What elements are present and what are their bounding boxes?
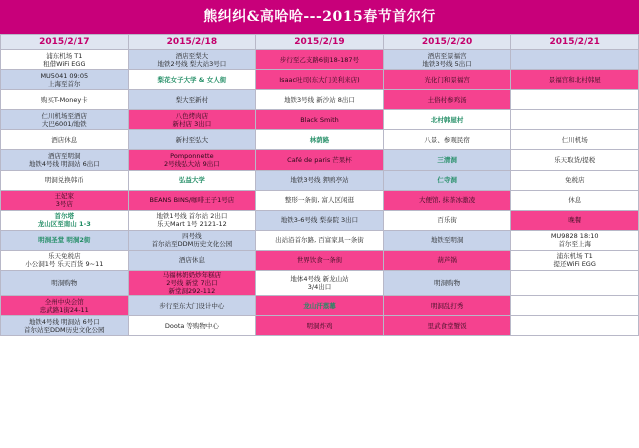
itinerary-cell: 免税店 (511, 170, 639, 190)
itinerary-cell: 仁寺洞 (383, 170, 511, 190)
table-row (1, 190, 639, 210)
itinerary-cell: 仁川机场 (511, 130, 639, 150)
table-row (1, 296, 639, 316)
itinerary-cell: 步行至东大门设计中心 (128, 296, 256, 316)
itinerary-cell: 乐天取货/提税 (511, 150, 639, 170)
itinerary-cell: MU5041 09:05 上海至首尔 (1, 70, 129, 90)
table-row (1, 250, 639, 270)
itinerary-cell: 地铁至明洞 (383, 230, 511, 250)
itinerary-cell: 明洞兑换韩币 (1, 170, 129, 190)
date-header: 2015/2/18 (128, 35, 256, 50)
table-row (1, 70, 639, 90)
itinerary-cell: 地铁3号线 新沙站 8出口 (256, 90, 384, 110)
date-header-row (1, 35, 639, 50)
itinerary-cell: BEANS BINS/咖啡王子1号店 (128, 190, 256, 210)
table-row (1, 170, 639, 190)
itinerary-cell (511, 296, 639, 316)
itinerary-cell (511, 271, 639, 296)
itinerary-cell: 三清洞 (383, 150, 511, 170)
table-row (1, 316, 639, 336)
table-row (1, 230, 639, 250)
itinerary-cell: 休息 (511, 190, 639, 210)
table-row (1, 130, 639, 150)
itinerary-cell: 葫芦锅 (383, 250, 511, 270)
table-row (1, 110, 639, 130)
itinerary-cell: 八景、参观民宿 (383, 130, 511, 150)
itinerary-cell: Café de paris 芒果杯 (256, 150, 384, 170)
itinerary-cell: 新村至弘大 (128, 130, 256, 150)
itinerary-cell: 出站沿首尔路, 百富家具一条街 (256, 230, 384, 250)
itinerary-cell: 明洞购物 (1, 271, 129, 296)
itinerary-cell: 购买T-Money卡 (1, 90, 129, 110)
itinerary-cell: 光化门和景福宫 (383, 70, 511, 90)
itinerary-cell: 浦东机场 T1 提还WiFi EGG (511, 250, 639, 270)
itinerary-cell: 全州中央会馆 忠武路1街24-11 (1, 296, 129, 316)
itinerary-cell (511, 110, 639, 130)
itinerary-cell: 酒店至梨大 地铁2号线 梨大站3号口 (128, 50, 256, 70)
itinerary-cell: 地铁3-6号线 梨泰院 3出口 (256, 210, 384, 230)
itinerary-cell: 地铁4号线 明洞站 6号口 首尔站至DDM历史文化公园 (1, 316, 129, 336)
itinerary-cell: 八色烤肉店 新村店 3出口 (128, 110, 256, 130)
table-row (1, 271, 639, 296)
itinerary-cell: 步行至乙支路6街18-187号 (256, 50, 384, 70)
itinerary-cell: 林荫路 (256, 130, 384, 150)
itinerary-cell: 大便馆, 抹茶冰激凌 (383, 190, 511, 210)
itinerary-cell: 地铁1号线 首尔站 2出口 乐天Mart 1号 2121-12 (128, 210, 256, 230)
itinerary-cell (511, 90, 639, 110)
table-row (1, 210, 639, 230)
table-row (1, 50, 639, 70)
itinerary-cell: 仁川机场至酒店 大巴6001/地铁 (1, 110, 129, 130)
itinerary-cell: Doota 等购物中心 (128, 316, 256, 336)
itinerary-cell: 酒店至景福宫 地铁3号线 5出口 (383, 50, 511, 70)
itinerary-cell: 土俗村参鸡汤 (383, 90, 511, 110)
itinerary-cell: 酒店休息 (1, 130, 129, 150)
itinerary-cell: 地铁3号线 狎鸥亭站 (256, 170, 384, 190)
table-row (1, 150, 639, 170)
itinerary-cell: 首尔塔 龙山区至南山 1-3 (1, 210, 129, 230)
itinerary-cell: 浦东机场 T1 租借WiFi EGG (1, 50, 129, 70)
itinerary-cell: 明洞乱打秀 (383, 296, 511, 316)
itinerary-cell: 百乐街 (383, 210, 511, 230)
itinerary-cell (511, 316, 639, 336)
itinerary-cell: 梨花女子大学 & 女人街 (128, 70, 256, 90)
date-header: 2015/2/17 (1, 35, 129, 50)
itinerary-cell: Isaac吐司(东大门美利来店) (256, 70, 384, 90)
page-title: 熊纠纠&高哈哈---2015春节首尔行 (0, 0, 639, 34)
itinerary-cell: 马福林奶奶炒年糕店 2号线 新堂 7出口 新堂洞292-112 (128, 271, 256, 296)
itinerary-cell: 世界饮食一条街 (256, 250, 384, 270)
itinerary-cell: 地体4号线 新龙山站 3/4出口 (256, 271, 384, 296)
itinerary-cell: 四号线 首尔站至DDM历史文化公园 (128, 230, 256, 250)
itinerary-cell: 龙山汗蒸幕 (256, 296, 384, 316)
itinerary-cell: 北村韩屋村 (383, 110, 511, 130)
itinerary-table (0, 34, 639, 336)
itinerary-cell: 弘益大学 (128, 170, 256, 190)
date-header: 2015/2/20 (383, 35, 511, 50)
itinerary-cell: 乐天免税店 小公洞1号 乐天百货 9~11 (1, 250, 129, 270)
itinerary-cell: 景福宫和北村韩屋 (511, 70, 639, 90)
itinerary-cell: 梨大至新村 (128, 90, 256, 110)
itinerary-cell: 明洞炸鸡 (256, 316, 384, 336)
date-header: 2015/2/19 (256, 35, 384, 50)
itinerary-cell: 晚餐 (511, 210, 639, 230)
itinerary-cell: Black Smith (256, 110, 384, 130)
itinerary-cell (511, 50, 639, 70)
date-header: 2015/2/21 (511, 35, 639, 50)
itinerary-cell: 王妃家 3号店 (1, 190, 129, 210)
itinerary-cell: 酒店至明洞 地铁4号线 明洞站 6出口 (1, 150, 129, 170)
table-row (1, 90, 639, 110)
itinerary-cell: 酒店休息 (128, 250, 256, 270)
itinerary-cell: 明洞购物 (383, 271, 511, 296)
itinerary-cell: 整形一条街, 富人区闲逛 (256, 190, 384, 210)
itinerary-cell: 明洞圣堂 明洞2街 (1, 230, 129, 250)
itinerary-cell: 里武食堂蟹饭 (383, 316, 511, 336)
itinerary-cell: Pomponnette 2号线弘大站 9出口 (128, 150, 256, 170)
itinerary-cell: MU9828 18:10 首尔至上海 (511, 230, 639, 250)
